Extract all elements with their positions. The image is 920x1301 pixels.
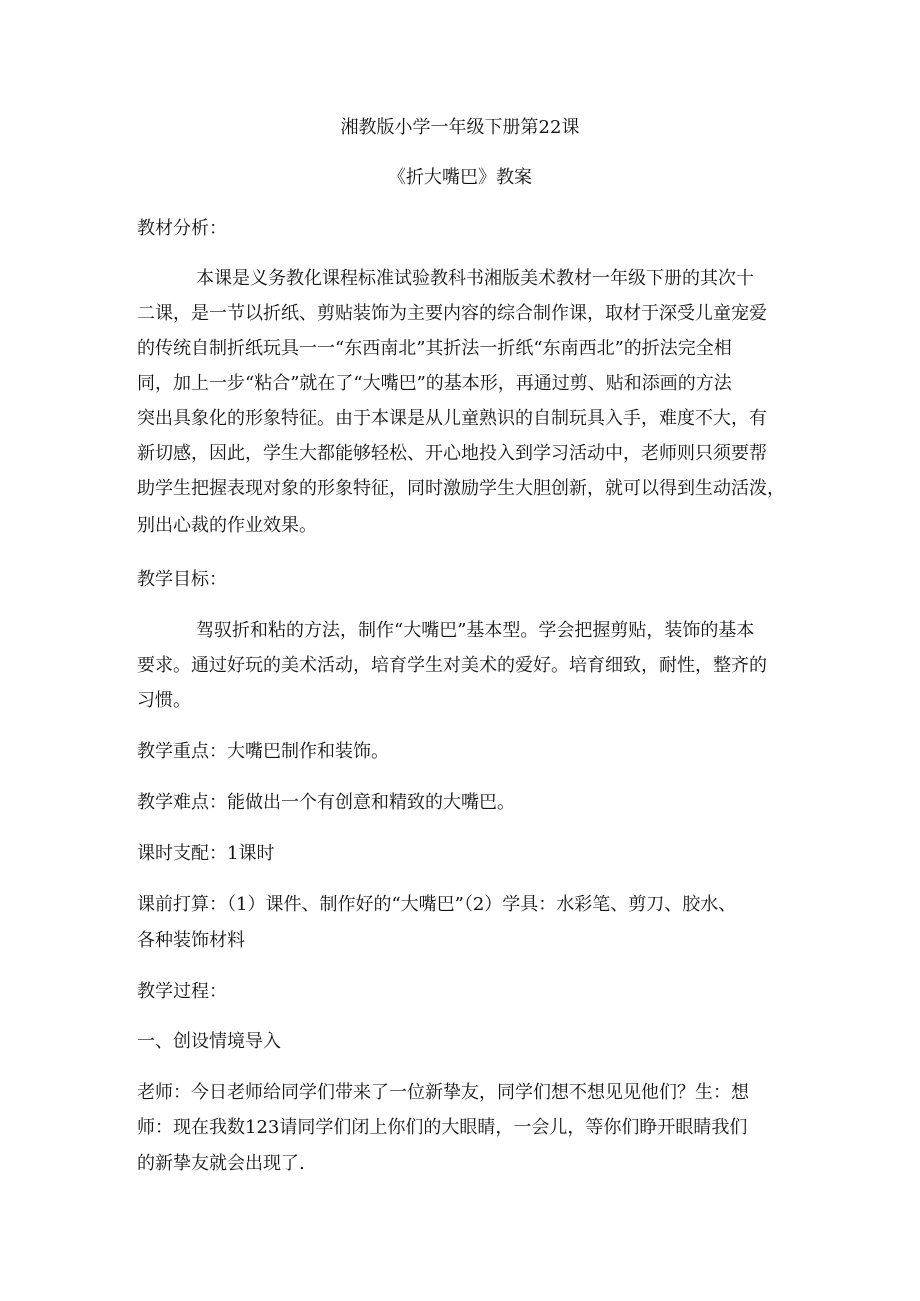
key-point: 教学重点：大嘴巴制作和装饰。 bbox=[137, 741, 389, 762]
material-line: 别出心裁的作业效果。 bbox=[137, 515, 317, 536]
goal-heading: 教学目标： bbox=[137, 569, 227, 590]
dialogue-line: 老师：今日老师给同学们带来了一位新挚友，同学们想不想见见他们？生：想 bbox=[137, 1082, 749, 1103]
material-line: 的传统自制折纸玩具一一“东西南北”其折法一折纸“东南西北”的折法完全相 bbox=[137, 338, 732, 359]
goal-line: 驾驭折和粘的方法，制作“大嘴巴”基本型。学会把握剪贴，装饰的基本 bbox=[196, 620, 755, 641]
goal-line: 要求。通过好玩的美术活动，培育学生对美术的爱好。培育细致，耐性，整齐的 bbox=[137, 655, 767, 676]
process-heading: 教学过程： bbox=[137, 981, 227, 1002]
difficulty: 教学难点：能做出一个有创意和精致的大嘴巴。 bbox=[137, 792, 515, 813]
preparation-line: 各种装饰材料 bbox=[137, 930, 245, 951]
document-subtitle: 《折大嘴巴》教案 bbox=[388, 167, 532, 188]
material-line: 新切感，因此，学生大都能够轻松、开心地投入到学习活动中，老师则只须要帮 bbox=[137, 443, 767, 464]
material-line: 助学生把握表现对象的形象特征，同时激励学生大胆创新，就可以得到生动活泼， bbox=[137, 478, 785, 499]
material-heading: 教材分析： bbox=[137, 218, 227, 239]
dialogue-line: 的新挚友就会出现了. bbox=[137, 1153, 305, 1174]
material-line: 本课是义务教化课程标准试验教科书湘版美术教材一年级下册的其次十 bbox=[196, 268, 754, 289]
time-allocation: 课时支配：1课时 bbox=[137, 843, 275, 864]
preparation-line: 课前打算：（1）课件、制作好的“大嘴巴”（2）学具：水彩笔、剪刀、胶水、 bbox=[137, 894, 737, 915]
material-line: 突出具象化的形象特征。由于本课是从儿童熟识的自制玩具入手，难度不大，有 bbox=[137, 408, 767, 429]
goal-line: 习惯。 bbox=[137, 690, 191, 711]
document-title: 湘教版小学一年级下册第22课 bbox=[340, 117, 580, 138]
material-line: 二课，是一节以折纸、剪贴装饰为主要内容的综合制作课，取材于深受儿童宠爱 bbox=[137, 303, 767, 324]
section-one-heading: 一、创设情境导入 bbox=[137, 1031, 281, 1052]
dialogue-line: 师：现在我数123请同学们闭上你们的大眼睛，一会儿，等你们睁开眼睛我们 bbox=[137, 1117, 748, 1138]
material-line: 同，加上一步“粘合”就在了“大嘴巴”的基本形，再通过剪、贴和添画的方法 bbox=[137, 373, 732, 394]
